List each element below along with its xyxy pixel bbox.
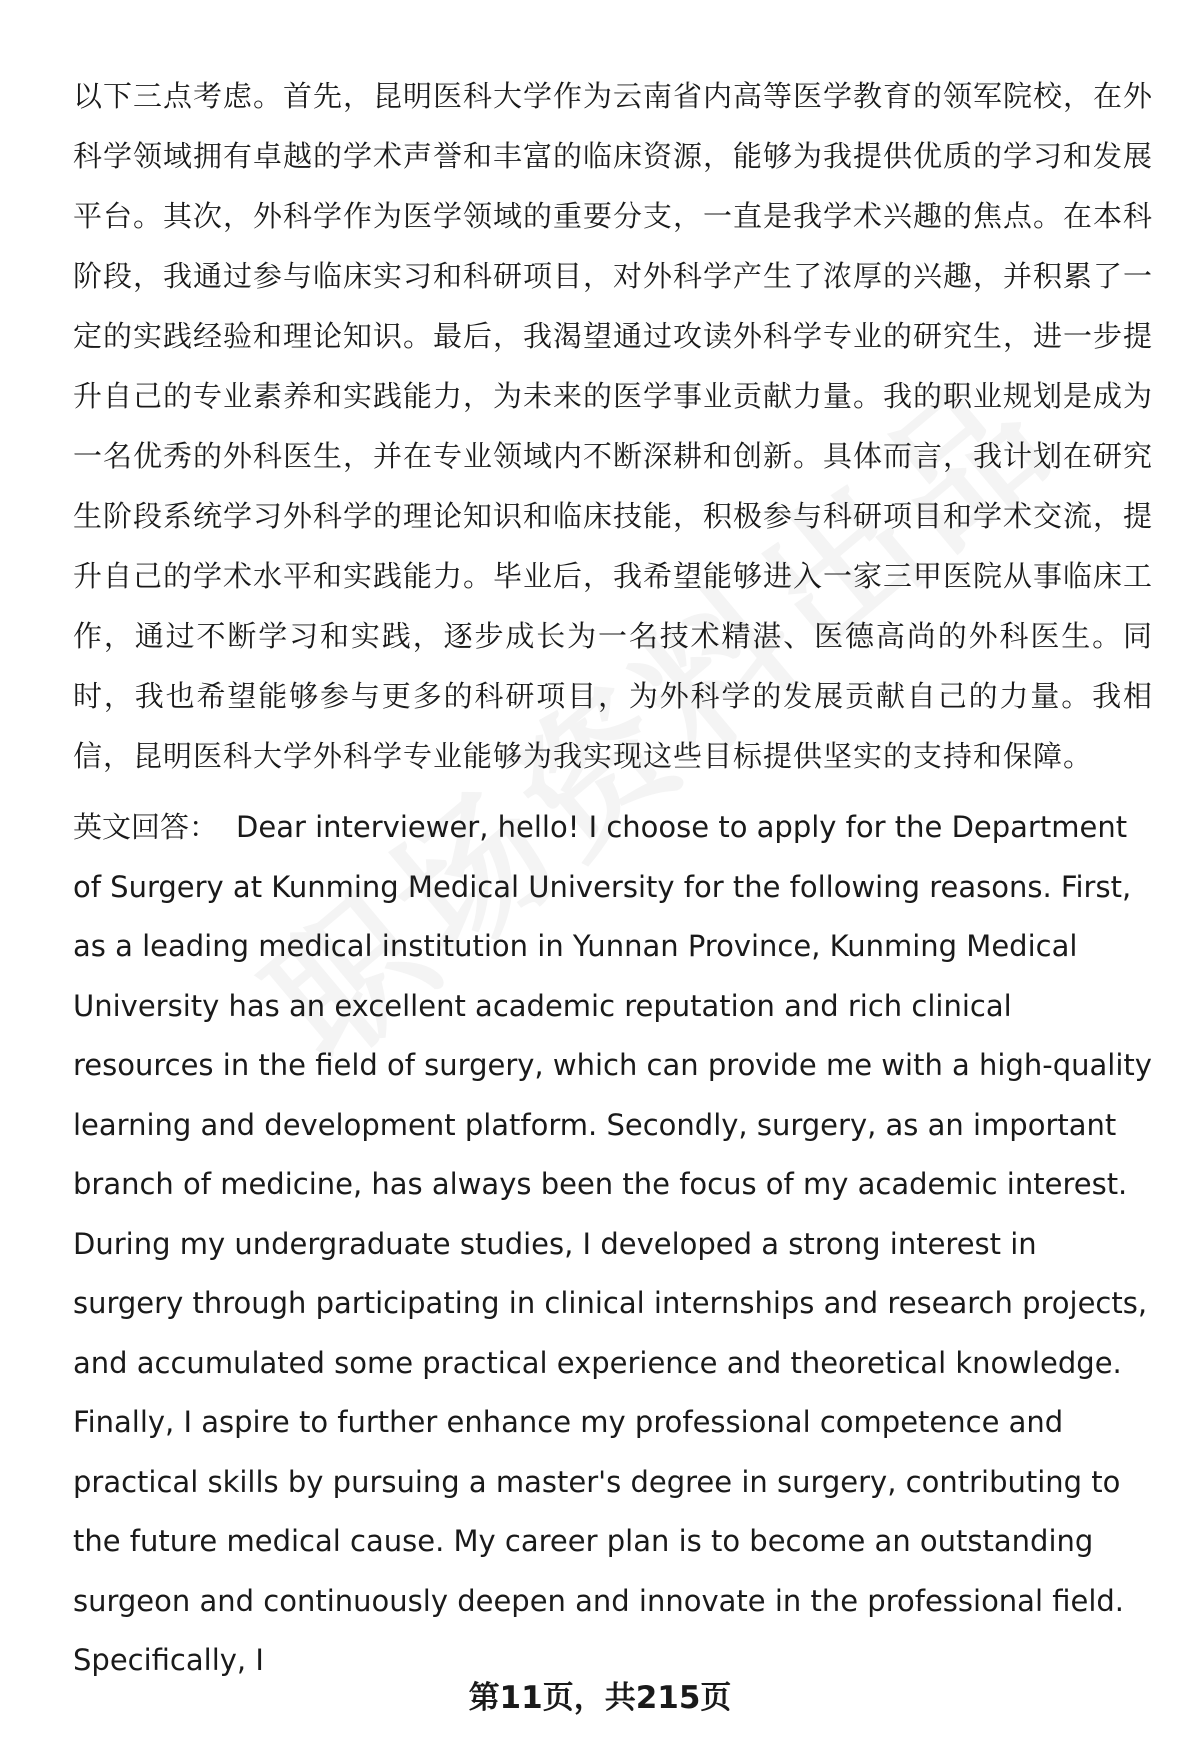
english-answer-paragraph <box>73 798 1153 1691</box>
english-answer-label: 英文回答： <box>73 810 219 844</box>
chinese-answer-paragraph: 以下三点考虑。首先，昆明医科大学作为云南省内高等医学教育的领军院校，在外科学领域拥有卓越的学术声誉和丰富的临床资源，能够为我提供优质的学习和发展平台。其次，外科学作为医学领域的重要分支，一直是我学术兴趣的焦点。在本科阶段，我通过参与临床实习和科研项目，对外科学产生了浓厚的兴趣，并积累了一定的实践经验和理论知识。最后，我渴望通过攻读外科学专业的研究生，进一步提升自己的专业素养和实践能力，为未来的医学事业贡献力量。我的职业规划是成为一名优秀的外科医生，并在专业领域内不断深耕和创新。具体而言，我计划在研究生阶段系统学习外科学的理论知识和临床技能，积极参与科研项目和学术交流，提升自己的学术水平和实践能力。毕业后，我希望能够进入一家三甲医院从事临床工作，通过不断学习和实践，逐步成长为一名技术精湛、医德高尚的外科医生。同时，我也希望能够参与更多的科研项目，为外科学的发展贡献自己的力量。我相信，昆明医科大学外科学专业能够为我实现这些目标提供坚实的支持和保障。 <box>73 79 1154 773</box>
document-body <box>73 66 1153 1691</box>
page-number-footer: 第11页，共215页 <box>468 1680 732 1716</box>
english-answer-text: Dear interviewer, hello! I choose to apply for the Department of Surgery at Kunming Medical University for the following reasons. First, as a leading medical institution in Yunnan Province, Kunming Medical University has an excellent academic reputation and rich clinical resources in the field of surgery, which can provide me with a high-quality learning and development platform. Secondly, surgery, as an important branch of medicine, has always been the focus of my academic interest. During my undergraduate studies, I developed a strong interest in surgery through participating in clinical internships and research projects, and accumulated some practical experience and theoretical knowledge. Finally, I aspire to further enhance my professional competence and practical skills by pursuing a master's degree in surgery, contributing to the future medical cause. My career plan is to become an outstanding surgeon and continuously deepen and innovate in the professional field. Specifically, I <box>73 810 1152 1677</box>
